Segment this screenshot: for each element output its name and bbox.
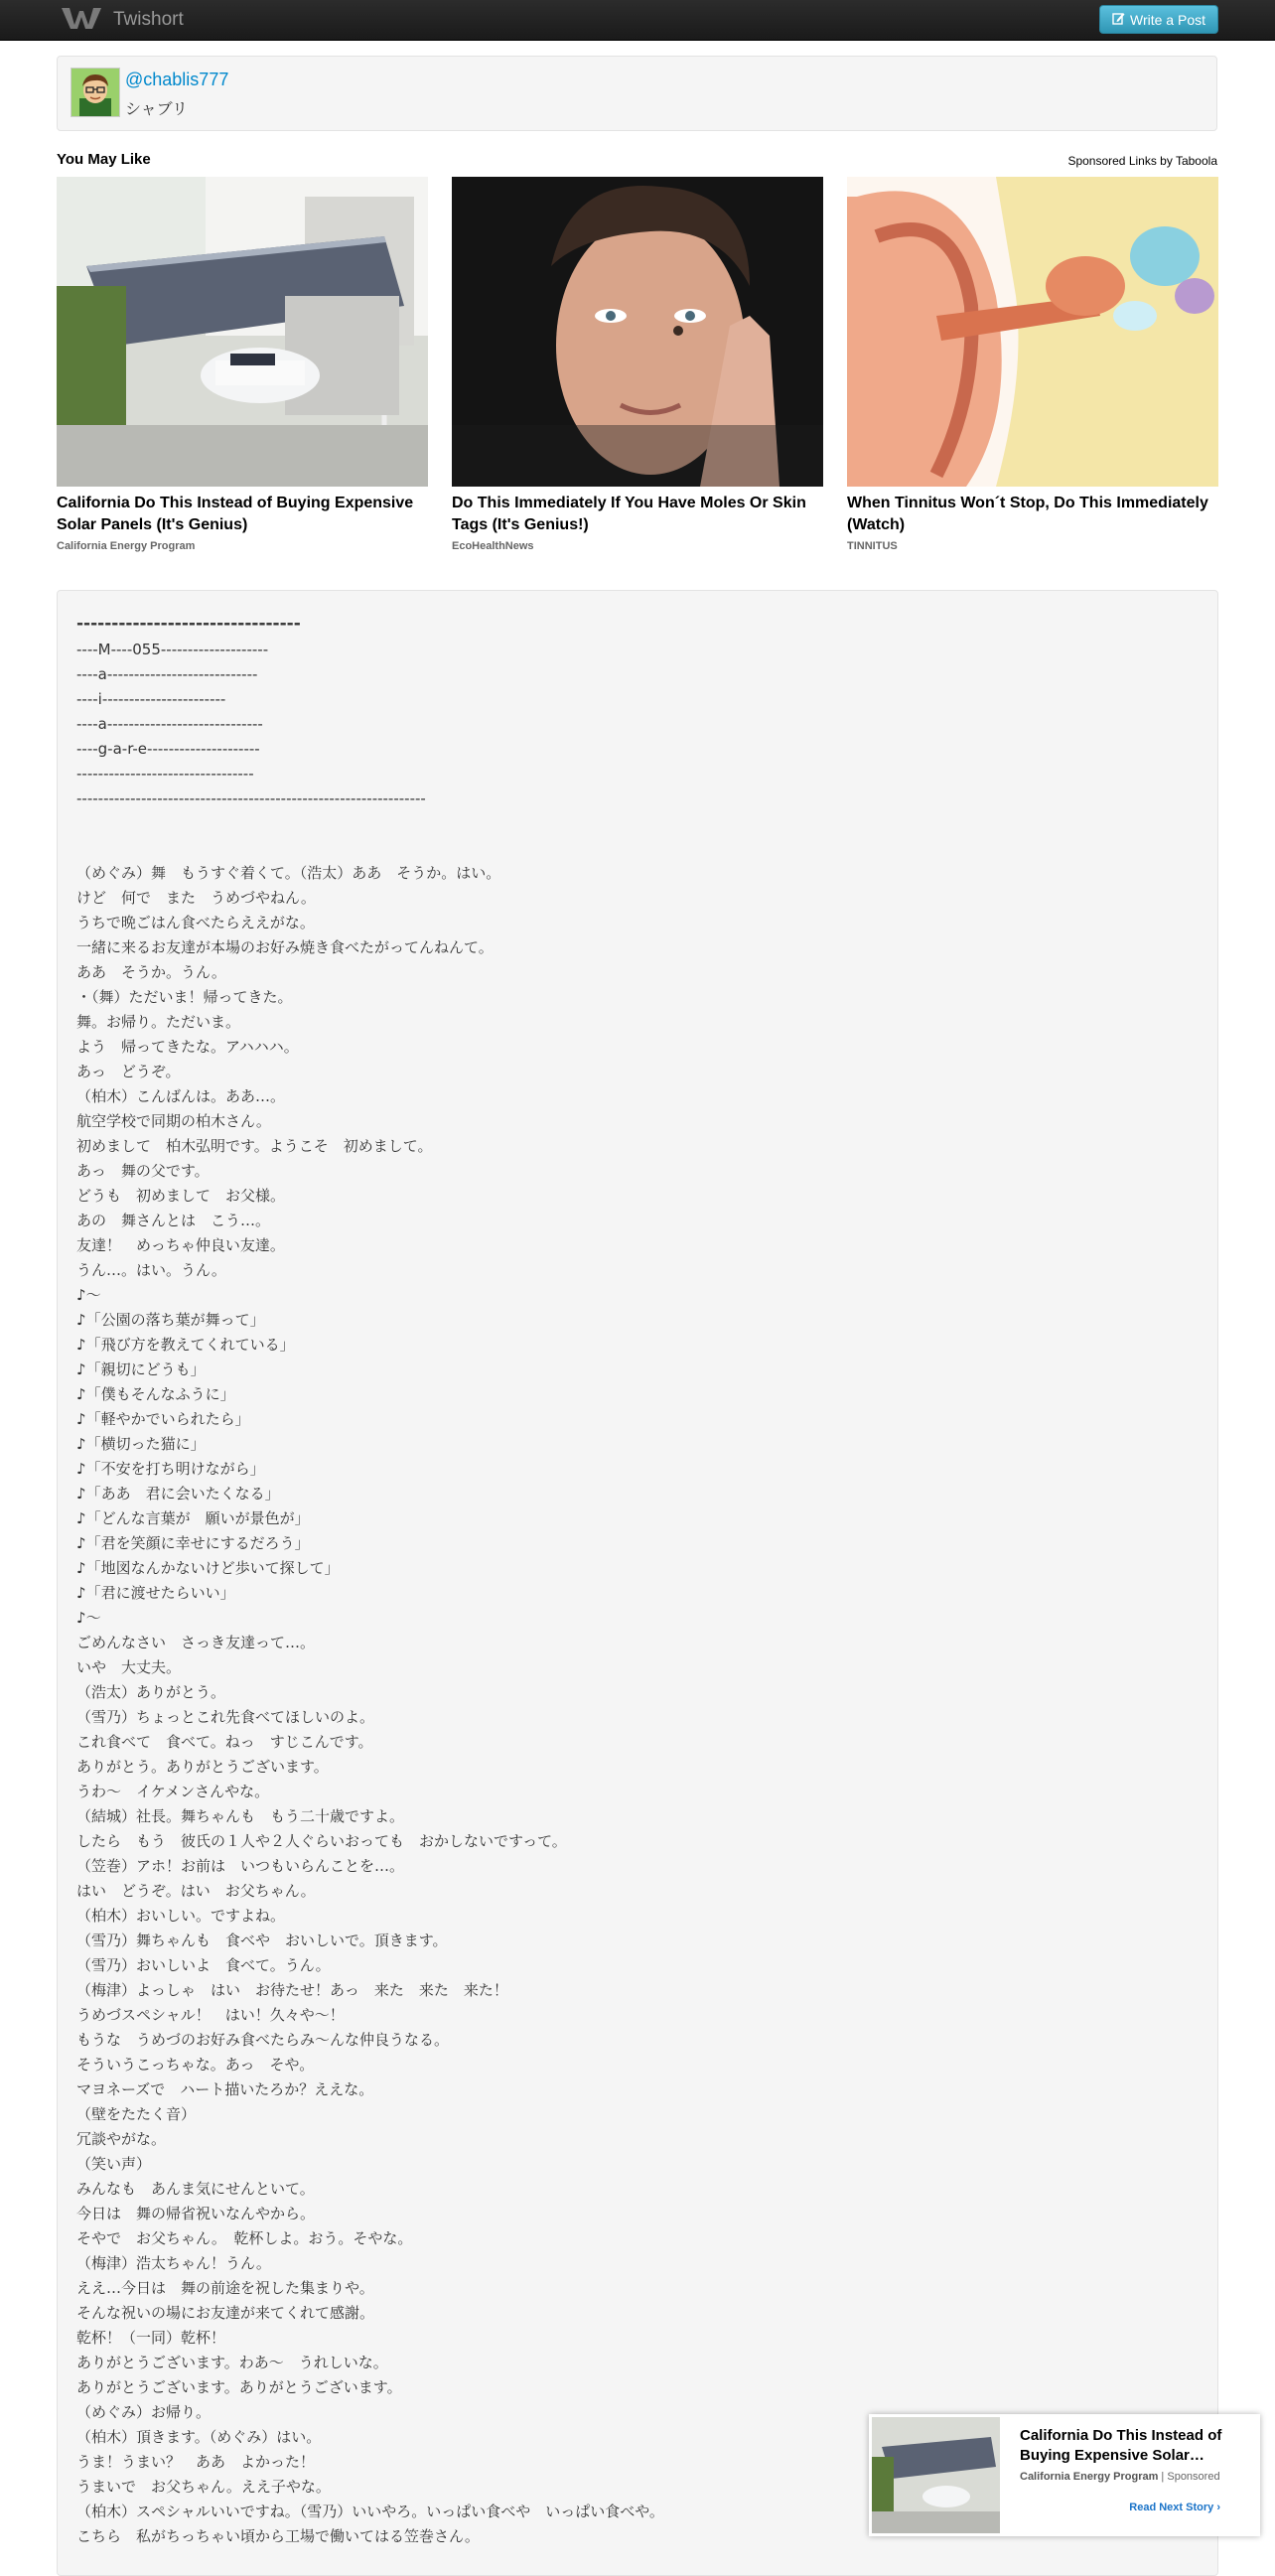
floating-ad[interactable]: [869, 2414, 1260, 2536]
post-line: 今日は 舞の帰省祝いなんやから。: [76, 2205, 316, 2222]
post-line: ♪「ああ 君に会いたくなる」: [76, 1485, 280, 1503]
post-line: ♪「軽やかでいられたら」: [76, 1410, 250, 1428]
recommendation-title[interactable]: Do This Immediately If You Have Moles Or Skin Tags (It's Genius!): [452, 495, 806, 533]
post-line: （柏木）頂きます。（めぐみ）はい。: [76, 2428, 322, 2446]
post-line: ♪「君を笑顔に幸せにするだろう」: [76, 1534, 310, 1552]
read-next-story-link[interactable]: [1129, 2502, 1220, 2513]
post-line: （柏木）おいしい。ですよね。: [76, 1907, 286, 1925]
post-line: （浩太）ありがとう。: [76, 1683, 226, 1701]
edit-icon: [1112, 12, 1125, 28]
post-line: （笑い声）: [76, 2155, 152, 2173]
post-line: 舞。お帰り。ただいま。: [76, 1013, 241, 1031]
chevron-right-icon: ›: [1216, 2502, 1220, 2513]
post-line: ♪「横切った猫に」: [76, 1435, 206, 1453]
recommendation-source: TINNITUS: [847, 540, 898, 552]
write-post-label: Write a Post: [1130, 11, 1205, 28]
read-next-story-label: Read Next Story: [1129, 2502, 1214, 2513]
ear-anatomy-image[interactable]: [847, 177, 1218, 487]
post-line: ♪「どんな言葉が 願いが景色が」: [76, 1509, 310, 1527]
post-line: ありがとう。ありがとうございます。: [76, 1758, 329, 1776]
post-line: ♪「飛び方を教えてくれている」: [76, 1336, 295, 1354]
post-line: （梅津）浩太ちゃん！うん。: [76, 2254, 271, 2272]
floating-ad-source-name: California Energy Program: [1020, 2471, 1159, 2483]
recommendations-header: You May Like: [57, 151, 151, 168]
post-line: （壁をたたく音）: [76, 2105, 197, 2123]
post-line: ♪～: [76, 1286, 101, 1304]
post-line: ----a-----------------------------: [76, 715, 263, 733]
recommendation-title[interactable]: California Do This Instead of Buying Expensive Solar Panels (It's Genius): [57, 495, 414, 533]
man-face-image[interactable]: [452, 177, 823, 487]
post-line: [76, 836, 1199, 861]
post-line: いや 大丈夫。: [76, 1658, 182, 1676]
post-line: マヨネーズで ハート描いたろか？ええな。: [76, 2080, 374, 2098]
post-line: ----i-----------------------: [76, 690, 226, 708]
post-line: はい どうぞ。はい お父ちゃん。: [76, 1882, 316, 1900]
top-navbar: [0, 0, 1275, 41]
post-line: あっ 舞の父です。: [76, 1162, 210, 1180]
brand-link[interactable]: [60, 6, 184, 34]
post-line: （笠巻）アホ！お前は いつもいらんことを…。: [76, 1857, 405, 1875]
post-line: （結城）社長。舞ちゃんも もう二十歳ですよ。: [76, 1807, 405, 1825]
recommendation-card[interactable]: [847, 177, 1218, 552]
post-line: そやで お父ちゃん。 乾杯しよ。おう。そやな。: [76, 2229, 413, 2247]
write-post-button[interactable]: [1099, 5, 1218, 34]
floating-ad-sponsored: Sponsored: [1167, 2471, 1220, 2483]
post-line: うま！うまい？ ああ よかった！: [76, 2453, 316, 2471]
post-line: ---------------------------------: [76, 765, 254, 783]
post-line: どうも 初めまして お父様。: [76, 1187, 286, 1205]
brand-name: Twishort: [113, 9, 184, 30]
post-line: （めぐみ）舞 もうすぐ着くて。（浩太）ああ そうか。はい。: [76, 864, 501, 882]
author-card: [57, 56, 1217, 131]
post-line: ごめんなさい さっき友達って…。: [76, 1634, 316, 1651]
post-line: 冗談やがな。: [76, 2130, 167, 2148]
post-line: 初めまして 柏木弘明です。ようこそ 初めまして。: [76, 1137, 433, 1155]
floating-ad-source: California Energy Program | Sponsored: [1020, 2471, 1220, 2483]
post-line: したら もう 彼氏の１人や２人ぐらいおっても おかしないですって。: [76, 1832, 567, 1850]
avatar[interactable]: [71, 68, 120, 117]
post-body: [57, 590, 1218, 2576]
post-line: あの 舞さんとは こう…。: [76, 1212, 271, 1229]
post-line: みんなも あんま気にせんといて。: [76, 2180, 315, 2198]
post-line: （雪乃）ちょっとこれ先食べてほしいのよ。: [76, 1708, 375, 1726]
post-line: ♪「僕もそんなふうに」: [76, 1385, 235, 1403]
user-handle-link[interactable]: @chablis777: [125, 70, 229, 89]
twishort-logo-icon: [60, 5, 103, 35]
post-line: うまいで お父ちゃん。ええ子やな。: [76, 2478, 331, 2496]
user-display-name: シャブリ: [125, 99, 189, 118]
post-line: これ食べて 食べて。ねっ すじこんです。: [76, 1733, 373, 1751]
post-line: ----a----------------------------: [76, 665, 258, 683]
post-line: --------------------------------: [76, 614, 301, 634]
sponsored-links-label[interactable]: Sponsored Links by Taboola: [1067, 154, 1217, 168]
post-line: -----------------------------------------------------------------: [76, 789, 426, 807]
post-line: ・（舞）ただいま！帰ってきた。: [76, 988, 293, 1006]
post-line: （柏木）こんばんは。ああ…。: [76, 1087, 286, 1105]
recommendation-source: California Energy Program: [57, 540, 196, 552]
post-line: もうな うめづのお好み食べたらみ～んな仲良うなる。: [76, 2031, 450, 2049]
post-line: うめづスペシャル！ はい！久々や～！: [76, 2006, 345, 2024]
post-line: うわ～ イケメンさんやな。: [76, 1783, 270, 1800]
solar-carport-thumbnail[interactable]: [872, 2417, 1000, 2533]
post-line: 航空学校で同期の柏木さん。: [76, 1112, 271, 1130]
recommendation-card[interactable]: [57, 177, 428, 552]
post-line: よう 帰ってきたな。アハハハ。: [76, 1038, 299, 1056]
recommendation-card[interactable]: [452, 177, 823, 552]
post-line: ----g-a-r-e---------------------: [76, 740, 260, 758]
post-line: ありがとうございます。ありがとうございます。: [76, 2378, 402, 2396]
post-line: （梅津）よっしゃ はい お待たせ！あっ 来た 来た 来た！: [76, 1981, 508, 1999]
post-line: うちで晩ごはん食べたらええがな。: [76, 914, 315, 931]
post-line: （雪乃）舞ちゃんも 食べや おいしいで。頂きます。: [76, 1932, 448, 1949]
post-line: ありがとうございます。わあ～ うれしいな。: [76, 2354, 388, 2371]
recommendation-title[interactable]: When Tinnitus Won´t Stop, Do This Immediately (Watch): [847, 495, 1208, 533]
post-line: ♪「公園の落ち葉が舞って」: [76, 1311, 265, 1329]
post-line: （めぐみ）お帰り。: [76, 2403, 212, 2421]
post-line: こちら 私がちっちゃい頃から工場で働いてはる笠巻さん。: [76, 2527, 480, 2545]
post-line: ♪「不安を打ち明けながら」: [76, 1460, 265, 1478]
post-line: 友達！ めっちゃ仲良い友達。: [76, 1236, 285, 1254]
post-line: ああ そうか。うん。: [76, 963, 226, 981]
post-line: ♪「地図なんかないけど歩いて探して」: [76, 1559, 340, 1577]
post-line: [76, 811, 1199, 836]
post-line: （雪乃）おいしいよ 食べて。うん。: [76, 1956, 331, 1974]
post-line: 一緒に来るお友達が本場のお好み焼き食べたがってんねんて。: [76, 938, 494, 956]
solar-carport-image[interactable]: [57, 177, 428, 487]
floating-ad-title[interactable]: California Do This Instead of Buying Expensive Solar…: [1020, 2427, 1222, 2464]
post-line: あっ どうぞ。: [76, 1063, 181, 1080]
post-line: うん…。はい。うん。: [76, 1261, 226, 1279]
post-line: そんな祝いの場にお友達が来てくれて感謝。: [76, 2304, 375, 2322]
post-line: （柏木）スペシャルいいですね。（雪乃）いいやろ。いっぱい食べや いっぱい食べや。: [76, 2503, 664, 2520]
post-line: ----M----055--------------------: [76, 641, 269, 658]
post-line: ええ…今日は 舞の前途を祝した集まりや。: [76, 2279, 374, 2297]
post-line: ♪～: [76, 1609, 101, 1627]
recommendation-source: EcoHealthNews: [452, 540, 534, 552]
post-line: ♪「親切にどうも」: [76, 1360, 206, 1378]
post-line: けど 何で また うめづやねん。: [76, 889, 316, 907]
post-line: そういうこっちゃな。あっ そや。: [76, 2056, 315, 2074]
post-line: 乾杯！（一同）乾杯！: [76, 2329, 226, 2347]
post-text: [76, 611, 1199, 2549]
post-line: ♪「君に渡せたらいい」: [76, 1584, 235, 1602]
